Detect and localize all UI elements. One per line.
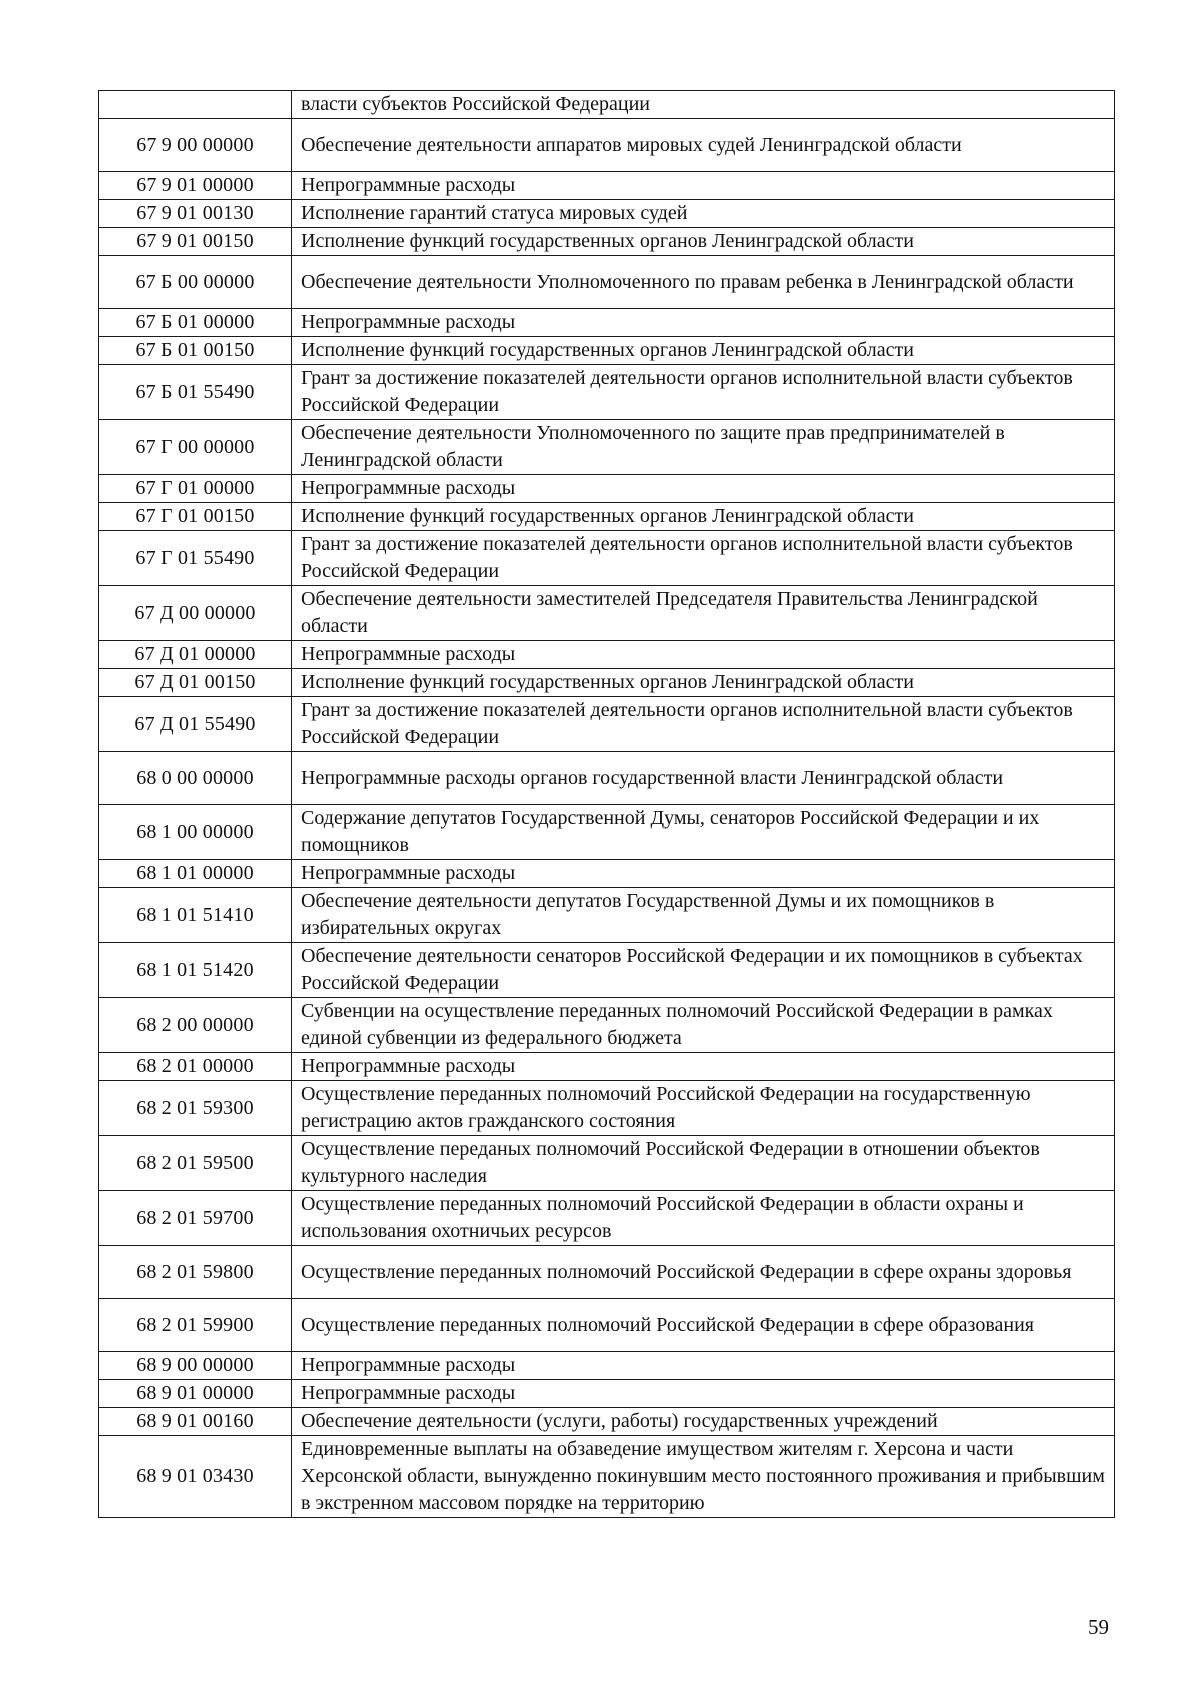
expense-name-cell: Единовременные выплаты на обзаведение имуществом жителям г. Херсона и части Херсонской области, вынужденно покинувшим место постоянного проживания и прибывшим в экстренном массовом порядке на территорию	[292, 1436, 1115, 1518]
budget-code-cell: 68 2 01 59500	[99, 1136, 292, 1191]
expense-name-cell: Обеспечение деятельности депутатов Государственной Думы и их помощников в избирательных округах	[292, 888, 1115, 943]
budget-code-cell: 67 Б 01 00000	[99, 309, 292, 337]
budget-code-cell: 67 Д 01 00150	[99, 669, 292, 697]
expense-name-cell: Непрограммные расходы	[292, 172, 1115, 200]
expense-name-cell: Осуществление переданных полномочий Российской Федерации в области охраны и использования охотничьих ресурсов	[292, 1191, 1115, 1246]
table-row	[99, 1081, 1115, 1136]
budget-code-cell: 68 2 01 59900	[99, 1299, 292, 1352]
table-row	[99, 91, 1115, 119]
expense-name-cell: власти субъектов Российской Федерации	[292, 91, 1115, 119]
table-row	[99, 200, 1115, 228]
budget-code-cell: 68 1 00 00000	[99, 805, 292, 860]
table-row	[99, 998, 1115, 1053]
expense-name-cell: Грант за достижение показателей деятельности органов исполнительной власти субъектов Российской Федерации	[292, 365, 1115, 420]
table-row	[99, 1352, 1115, 1380]
expense-name-cell: Обеспечение деятельности Уполномоченного по защите прав предпринимателей в Ленинградской области	[292, 420, 1115, 475]
budget-code-cell: 68 9 01 00160	[99, 1408, 292, 1436]
budget-code-cell: 67 9 01 00130	[99, 200, 292, 228]
budget-code-cell: 67 Б 01 00150	[99, 337, 292, 365]
expense-name-cell: Непрограммные расходы	[292, 475, 1115, 503]
table-row	[99, 1246, 1115, 1299]
budget-code-cell: 68 2 01 59700	[99, 1191, 292, 1246]
table-body	[99, 91, 1115, 1518]
page-number: 59	[1088, 1615, 1109, 1639]
table-row	[99, 365, 1115, 420]
expense-name-cell: Непрограммные расходы органов государственной власти Ленинградской области	[292, 752, 1115, 805]
budget-code-cell: 67 Б 01 55490	[99, 365, 292, 420]
expense-name-cell: Грант за достижение показателей деятельности органов исполнительной власти субъектов Российской Федерации	[292, 697, 1115, 752]
expense-name-cell: Исполнение гарантий статуса мировых судей	[292, 200, 1115, 228]
table-row	[99, 228, 1115, 256]
table-row	[99, 860, 1115, 888]
expense-name-cell: Обеспечение деятельности Уполномоченного по правам ребенка в Ленинградской области	[292, 256, 1115, 309]
table-row	[99, 752, 1115, 805]
table-row	[99, 337, 1115, 365]
expense-name-cell: Исполнение функций государственных органов Ленинградской области	[292, 669, 1115, 697]
expense-name-cell: Субвенции на осуществление переданных полномочий Российской Федерации в рамках единой субвенции из федерального бюджета	[292, 998, 1115, 1053]
budget-code-cell: 67 9 01 00150	[99, 228, 292, 256]
expense-name-cell: Непрограммные расходы	[292, 860, 1115, 888]
table-row	[99, 586, 1115, 641]
expense-name-cell: Исполнение функций государственных органов Ленинградской области	[292, 337, 1115, 365]
budget-codes-table	[98, 90, 1115, 1518]
table-row	[99, 888, 1115, 943]
table-row	[99, 669, 1115, 697]
budget-code-cell: 68 1 01 00000	[99, 860, 292, 888]
budget-code-cell: 68 2 01 59300	[99, 1081, 292, 1136]
budget-code-cell: 68 9 01 03430	[99, 1436, 292, 1518]
expense-name-cell: Обеспечение деятельности (услуги, работы) государственных учреждений	[292, 1408, 1115, 1436]
budget-code-cell: 67 9 00 00000	[99, 119, 292, 172]
budget-code-cell: 68 0 00 00000	[99, 752, 292, 805]
expense-name-cell: Осуществление переданных полномочий Российской Федерации на государственную регистрацию актов гражданского состояния	[292, 1081, 1115, 1136]
budget-code-cell: 68 1 01 51410	[99, 888, 292, 943]
expense-name-cell: Обеспечение деятельности сенаторов Российской Федерации и их помощников в субъектах Российской Федерации	[292, 943, 1115, 998]
budget-code-cell: 67 Д 01 00000	[99, 641, 292, 669]
table-row	[99, 172, 1115, 200]
expense-name-cell: Непрограммные расходы	[292, 1352, 1115, 1380]
table-row	[99, 943, 1115, 998]
table-row	[99, 475, 1115, 503]
budget-code-cell: 67 Г 01 55490	[99, 531, 292, 586]
expense-name-cell: Непрограммные расходы	[292, 1053, 1115, 1081]
budget-code-cell: 68 2 01 59800	[99, 1246, 292, 1299]
table-row	[99, 1191, 1115, 1246]
expense-name-cell: Осуществление переданых полномочий Российской Федерации в отношении объектов культурного наследия	[292, 1136, 1115, 1191]
expense-name-cell: Содержание депутатов Государственной Думы, сенаторов Российской Федерации и их помощников	[292, 805, 1115, 860]
expense-name-cell: Осуществление переданных полномочий Российской Федерации в сфере образования	[292, 1299, 1115, 1352]
budget-code-cell: 68 1 01 51420	[99, 943, 292, 998]
table-row	[99, 1136, 1115, 1191]
expense-name-cell: Непрограммные расходы	[292, 641, 1115, 669]
table-row	[99, 309, 1115, 337]
expense-name-cell: Непрограммные расходы	[292, 309, 1115, 337]
budget-code-cell: 67 Г 01 00150	[99, 503, 292, 531]
table-row	[99, 1436, 1115, 1518]
table-row	[99, 119, 1115, 172]
expense-name-cell: Обеспечение деятельности аппаратов мировых судей Ленинградской области	[292, 119, 1115, 172]
expense-name-cell: Грант за достижение показателей деятельности органов исполнительной власти субъектов Российской Федерации	[292, 531, 1115, 586]
budget-code-cell: 68 9 00 00000	[99, 1352, 292, 1380]
budget-code-cell: 67 Д 00 00000	[99, 586, 292, 641]
expense-name-cell: Исполнение функций государственных органов Ленинградской области	[292, 503, 1115, 531]
expense-name-cell: Осуществление переданных полномочий Российской Федерации в сфере охраны здоровья	[292, 1246, 1115, 1299]
expense-name-cell: Обеспечение деятельности заместителей Председателя Правительства Ленинградской области	[292, 586, 1115, 641]
table-row	[99, 503, 1115, 531]
budget-code-cell: 68 9 01 00000	[99, 1380, 292, 1408]
budget-code-cell: 67 Г 01 00000	[99, 475, 292, 503]
budget-code-cell: 67 Б 00 00000	[99, 256, 292, 309]
table-row	[99, 641, 1115, 669]
budget-code-cell: 67 Д 01 55490	[99, 697, 292, 752]
table-row	[99, 1408, 1115, 1436]
budget-code-cell: 67 9 01 00000	[99, 172, 292, 200]
budget-code-cell: 68 2 01 00000	[99, 1053, 292, 1081]
table-row	[99, 531, 1115, 586]
table-row	[99, 420, 1115, 475]
budget-code-cell: 68 2 00 00000	[99, 998, 292, 1053]
table-row	[99, 1053, 1115, 1081]
table-row	[99, 1299, 1115, 1352]
table-row	[99, 256, 1115, 309]
budget-code-cell	[99, 91, 292, 119]
budget-code-cell: 67 Г 00 00000	[99, 420, 292, 475]
table-row	[99, 1380, 1115, 1408]
expense-name-cell: Исполнение функций государственных органов Ленинградской области	[292, 228, 1115, 256]
table-row	[99, 805, 1115, 860]
table-row	[99, 697, 1115, 752]
expense-name-cell: Непрограммные расходы	[292, 1380, 1115, 1408]
